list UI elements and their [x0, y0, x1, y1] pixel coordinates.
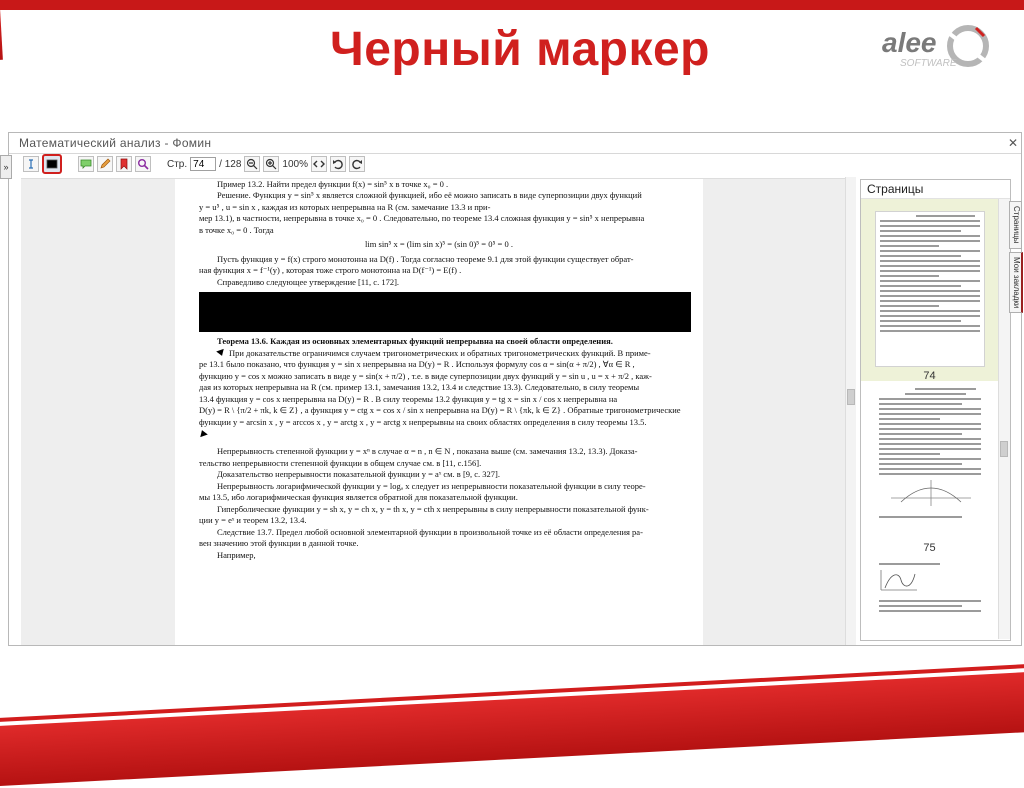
page-line: мы 13.5, ибо логарифмическая функция является обратной для показательной функции. — [199, 492, 518, 503]
page-line: функцию y = cos x можно записать в виде y = sin(x + π/2) , т.е. в виде суперпозиции двух функций y = sin u , u = x + π/2 , каж- — [199, 370, 652, 381]
document-page — [175, 179, 703, 645]
black-marker-tool-icon[interactable] — [42, 154, 62, 174]
search-icon[interactable] — [135, 156, 151, 172]
zoom-out-icon[interactable] — [244, 156, 260, 172]
page-line: При доказательстве ограничимся случаем тригонометрических и обратных тригонометрических функций. В приме- — [175, 348, 703, 359]
rotate-right-icon[interactable] — [349, 156, 365, 172]
expand-panel-tab[interactable]: » — [0, 155, 12, 179]
page-total: / 128 — [219, 158, 242, 170]
close-icon[interactable]: ✕ — [1007, 136, 1019, 150]
page-line: Решение. Функция y = sin⁵ x является сложной функцией, ибо её можно записать в виде суперпозиции двух функций — [217, 190, 642, 201]
page-line: мер 13.1), в частности, непрерывна в точке x₀ = 0 . Следовательно, по теореме 13.4 сложная функция y = sin⁵ x непрерывна — [199, 213, 645, 224]
page-line: функции y = arcsin x , y = arccos x , y = arctg x , y = arctg x непрерывны на своих областях определения в силу теоремы 13.5. — [199, 416, 647, 427]
tab-pages[interactable]: Страницы — [1009, 201, 1022, 249]
alee-software-logo — [880, 20, 990, 76]
tab-my-bookmarks[interactable]: Мои закладки — [1009, 252, 1023, 313]
text-cursor-tool-icon[interactable] — [23, 156, 39, 172]
viewer-title: Математический анализ - Фомин — [19, 136, 212, 150]
page-line: D(y) = R \ {π/2 + πk, k ∈ Z} , а функция y = ctg x = cos x / sin x непрерывна на D(y) = R \ {πk, k ∈ Z} . Обратные тригонометрические — [199, 405, 681, 416]
page-line: 13.4 функция y = cos x непрерывна на D(y) = R . В силу теоремы 13.2 функция y = tg x = sin x / cos x непрерывна на — [199, 393, 618, 404]
page-scrollbar[interactable] — [845, 177, 856, 645]
page-formula: lim sin⁵ x = (lim sin x)⁵ = (sin 0)⁵ = 0⁵ = 0 . — [365, 239, 513, 250]
viewer-titlebar — [9, 133, 1021, 154]
viewer-toolbar — [23, 154, 365, 174]
thumbnail-page[interactable] — [875, 385, 985, 541]
bottom-red-band — [0, 669, 1024, 788]
document-page-area[interactable] — [21, 178, 849, 645]
page-line: Пример 13.2. Найти предел функции f(x) = sin⁵ x в точке x₀ = 0 . — [217, 179, 449, 189]
page-line: Непрерывность степенной функции y = xⁿ в случае α = n , n ∈ N , показана выше (см. замечания 13.2, 13.3). Доказа- — [217, 446, 638, 457]
page-line: Гиперболические функции y = sh x, y = ch x, y = th x, y = cth x непрерывны в силу непрерывности показательной функ- — [217, 503, 649, 514]
logo-subtext: SOFTWARE — [900, 58, 957, 69]
bookmark-tool-icon[interactable] — [116, 156, 132, 172]
page-line: Например, — [217, 549, 256, 560]
thumbnails-header: Страницы — [861, 180, 1010, 199]
thumbnail-page[interactable] — [875, 211, 985, 367]
zoom-in-icon[interactable] — [263, 156, 279, 172]
comment-tool-icon[interactable] — [78, 156, 94, 172]
page-line: Доказательство непрерывности показательной функции y = aˣ см. в [9, с. 327]. — [217, 469, 500, 480]
fit-width-icon[interactable] — [311, 156, 327, 172]
page-line: y = u⁵ , u = sin x , каждая из которых непрерывна на R (см. замечание 13.3 и при- — [199, 201, 491, 212]
thumbnail-page[interactable] — [875, 560, 985, 640]
page-line: Непрерывность логарифмической функции y = logₐ x следует из непрерывности показательной функции в силу теоре- — [217, 480, 646, 491]
thumbnail-page-number: 74 — [923, 370, 936, 382]
top-red-stripe — [0, 0, 1024, 10]
thumbnails-panel — [860, 179, 1011, 641]
thumbnail-page-number: 75 — [923, 542, 936, 554]
thumbnails-scrollbar-thumb[interactable] — [1000, 441, 1008, 457]
page-number-input[interactable] — [190, 157, 216, 171]
page-line: Теорема 13.6. Каждая из основных элементарных функций непрерывна на своей области определения. — [217, 336, 613, 347]
zoom-level: 100% — [282, 158, 308, 170]
page-scrollbar-thumb[interactable] — [847, 389, 855, 405]
page-line: тельство непрерывности степенной функции в общем случае см. в [11, с.156]. — [199, 457, 482, 468]
page-line: вен значению этой функции в данной точке. — [199, 538, 359, 549]
slide-title: Черный маркер — [330, 23, 710, 76]
page-line: ре 13.1 было показано, что функция y = sin x непрерывна на D(y) = R . Используя формулу cos α = sin(α + π/2) , ∀α ∈ R , — [199, 359, 635, 370]
rotate-left-icon[interactable] — [330, 156, 346, 172]
page-line: дая из которых непрерывна на R (см. пример 13.1, замечания 13.2, 13.4 и следствие 13.3). Следовательно, в силу теоремы — [199, 382, 640, 393]
marker-end-icon — [198, 429, 208, 437]
page-line — [175, 428, 703, 439]
page-line: ции y = eˣ и теорем 13.2, 13.4. — [199, 515, 307, 526]
page-label: Стр. — [167, 158, 188, 170]
document-viewer-window — [3, 132, 1022, 646]
page-line: в точке x₀ = 0 . Тогда — [199, 224, 274, 235]
side-tabs — [1009, 201, 1021, 316]
page-line: Справедливо следующее утверждение [11, с. 172]. — [217, 276, 400, 287]
marker-start-icon — [216, 349, 226, 357]
pencil-tool-icon[interactable] — [97, 156, 113, 172]
page-line: ная функция x = f⁻¹(y) , которая тоже строго монотонна на D(f⁻¹) = E(f) . — [199, 265, 462, 276]
logo-text: alee — [882, 27, 937, 58]
page-line: Следствие 13.7. Предел любой основной элементарной функции в произвольной точке из её области определения ра- — [217, 526, 643, 537]
black-marker-redaction[interactable] — [199, 292, 691, 332]
page-line: Пусть функция y = f(x) строго монотонна на D(f) . Тогда согласно теореме 9.1 для этой функции существует обрат- — [217, 253, 634, 264]
